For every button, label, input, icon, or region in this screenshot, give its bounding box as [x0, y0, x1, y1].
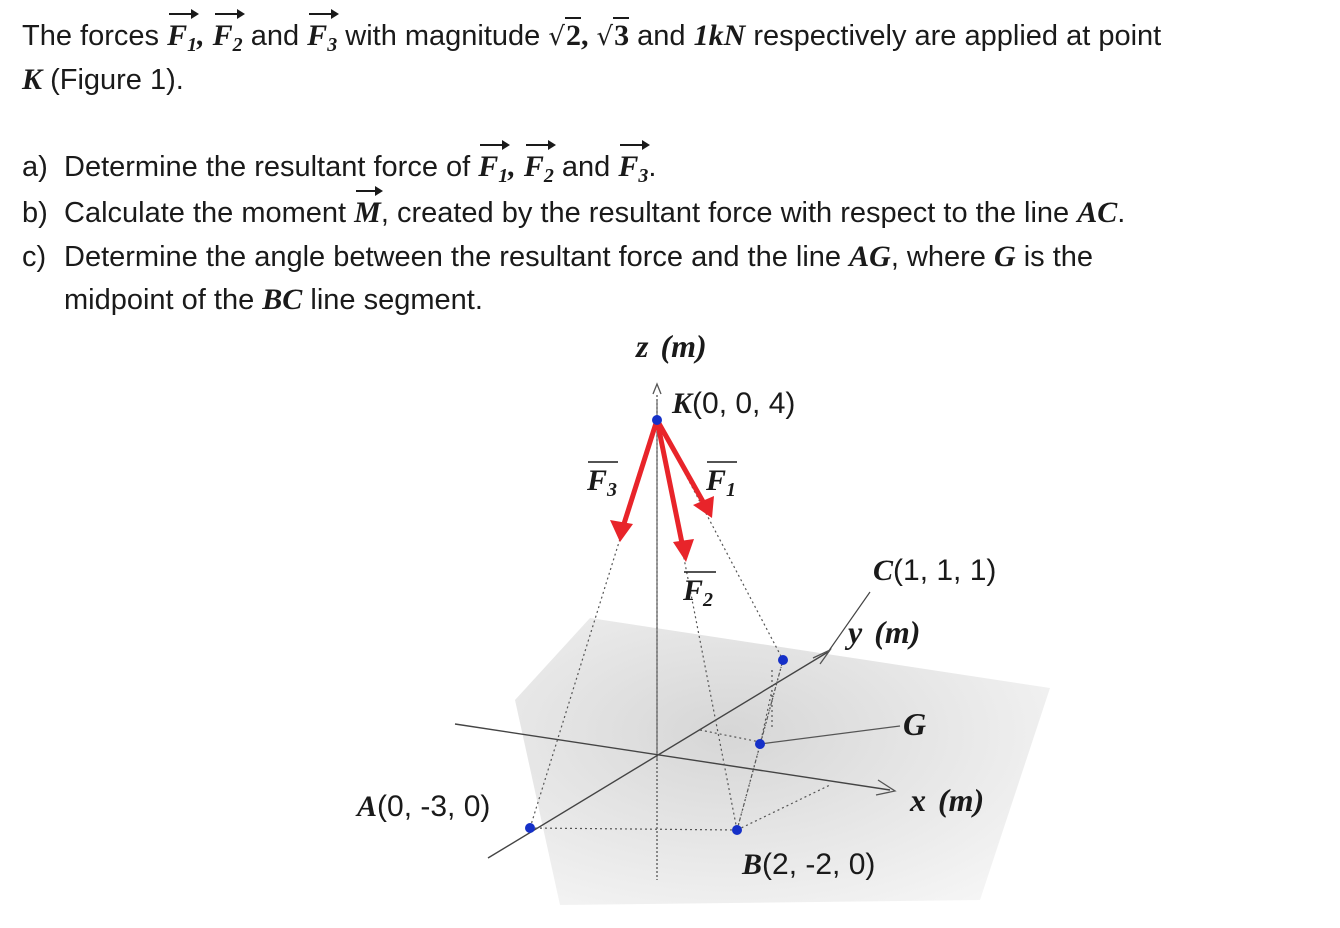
- force-f1-label: $F_1$: [706, 464, 737, 501]
- force-f3-arrow: [622, 420, 657, 530]
- intro-text-3: respectively are applied at point: [753, 20, 1162, 52]
- intro-text-4: (Figure 1).: [50, 64, 184, 96]
- force-f3-symbol: $F_3$: [307, 14, 337, 58]
- intro-line-2: [22, 58, 184, 102]
- magnitude-1kn: 1kN: [693, 19, 746, 52]
- y-axis-label: y (m): [848, 614, 921, 650]
- magnitude-sqrt2: √2: [548, 19, 581, 52]
- segment-bc-symbol: BC: [262, 283, 303, 316]
- force-f2-label: $F_2$: [683, 574, 714, 611]
- force-f3-label: $F_3$: [587, 464, 618, 501]
- point-b-label: B(2, -2, 0): [742, 848, 876, 881]
- question-c-continued: midpoint of the BC line segment.: [64, 283, 483, 316]
- point-a-dot: [525, 823, 535, 833]
- force-f1-symbol: $F_1$: [167, 14, 197, 58]
- point-b-dot: [732, 825, 742, 835]
- question-a-marker: a): [22, 151, 48, 183]
- x-axis-label: x (m): [910, 782, 985, 818]
- question-a-text: Determine the resultant force of: [64, 151, 471, 183]
- question-c-marker: c): [22, 241, 47, 273]
- intro-text-2: with magnitude: [345, 20, 541, 52]
- question-b: b) Calculate the moment M, created by the resultant force with respect to the line AC.: [22, 191, 1125, 235]
- moment-symbol: M: [354, 191, 381, 235]
- figure-1: [0, 320, 1340, 920]
- force-f2-symbol: $F_2$: [213, 14, 243, 58]
- line-ac-symbol: AC: [1077, 196, 1118, 229]
- z-axis-label: z (m): [636, 328, 707, 364]
- intro-line-1: The forces $F_1$, $F_2$ and $F_3$ with magnitude √2, √3 and 1kN respectively are applied at point: [22, 14, 1161, 59]
- point-k-dot: [652, 415, 662, 425]
- force-vectors: [610, 420, 714, 562]
- intro-text-1: The forces: [22, 20, 159, 52]
- question-c-text: Determine the angle between the resultant force and the line: [64, 241, 842, 273]
- question-b-text: Calculate the moment: [64, 197, 347, 229]
- point-k-label: K(0, 0, 4): [672, 387, 796, 420]
- point-g-label: G: [903, 706, 927, 742]
- point-c-label: C(1, 1, 1): [873, 554, 997, 587]
- magnitude-sqrt3: √3: [596, 19, 630, 52]
- point-g-dot: [755, 739, 765, 749]
- force-f3-arrowhead-icon: [610, 520, 633, 542]
- z-axis-arrow-icon: [653, 384, 661, 394]
- question-a: a) Determine the resultant force of $F_1$, $F_2$ and $F_3$.: [22, 145, 656, 189]
- point-a-label: A(0, -3, 0): [357, 790, 491, 823]
- line-ag-symbol: AG: [849, 240, 891, 273]
- question-b-marker: b): [22, 197, 48, 229]
- point-g-symbol: G: [993, 240, 1016, 273]
- point-k-symbol: K: [22, 63, 43, 96]
- question-c: c) Determine the angle between the resultant force and the line AG, where G is the: [22, 235, 1093, 279]
- point-c-dot: [778, 655, 788, 665]
